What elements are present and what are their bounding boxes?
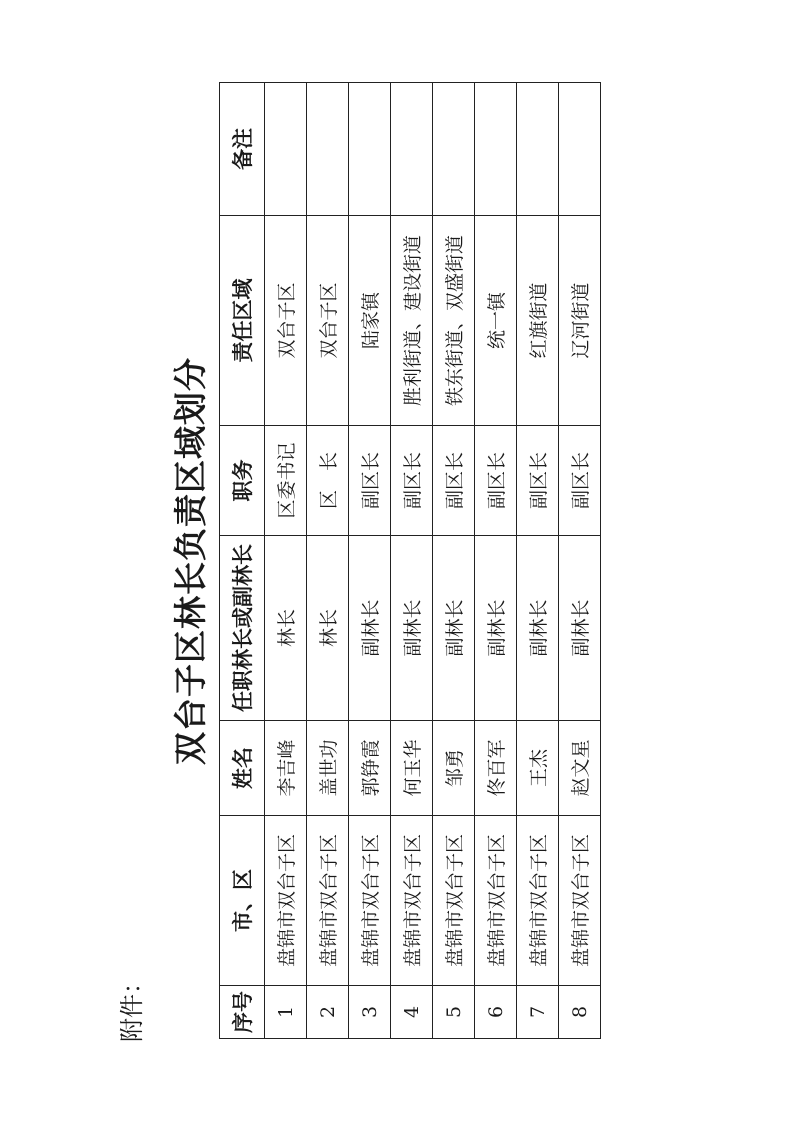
table-header-row [220, 83, 265, 1039]
cell-area: 统一镇 [475, 216, 517, 426]
header-city-district: 市、区 [220, 816, 265, 986]
cell-city-district: 盘锦市双台子区 [265, 816, 307, 986]
cell-remarks [433, 83, 475, 216]
table-row [433, 83, 475, 1039]
cell-chief-role: 副林长 [517, 536, 559, 721]
table-row [391, 83, 433, 1039]
table-row [307, 83, 349, 1039]
cell-position: 副区长 [433, 426, 475, 536]
cell-remarks [307, 83, 349, 216]
table-row [265, 83, 307, 1039]
cell-name: 何玉华 [391, 721, 433, 816]
cell-name: 王杰 [517, 721, 559, 816]
table-row [517, 83, 559, 1039]
cell-chief-role: 副林长 [391, 536, 433, 721]
header-area: 责任区域 [220, 216, 265, 426]
cell-chief-role: 副林长 [349, 536, 391, 721]
cell-area: 铁东街道、双盛街道 [433, 216, 475, 426]
cell-area: 双台子区 [307, 216, 349, 426]
cell-name: 赵文星 [559, 721, 601, 816]
cell-remarks [349, 83, 391, 216]
cell-index: 2 [307, 986, 349, 1039]
cell-index: 4 [391, 986, 433, 1039]
header-index: 序号 [220, 986, 265, 1039]
cell-position: 副区长 [391, 426, 433, 536]
cell-city-district: 盘锦市双台子区 [517, 816, 559, 986]
cell-area: 陆家镇 [349, 216, 391, 426]
cell-remarks [475, 83, 517, 216]
cell-index: 6 [475, 986, 517, 1039]
cell-index: 5 [433, 986, 475, 1039]
header-position: 职务 [220, 426, 265, 536]
document-title: 双台子区林长负责区域划分 [171, 357, 210, 765]
table-row [349, 83, 391, 1039]
cell-remarks [265, 83, 307, 216]
table-row [559, 83, 601, 1039]
cell-chief-role: 副林长 [475, 536, 517, 721]
cell-city-district: 盘锦市双台子区 [475, 816, 517, 986]
cell-area: 双台子区 [265, 216, 307, 426]
header-name: 姓名 [220, 721, 265, 816]
cell-position: 区委书记 [265, 426, 307, 536]
cell-chief-role: 林长 [265, 536, 307, 721]
cell-chief-role: 林长 [307, 536, 349, 721]
cell-position: 副区长 [559, 426, 601, 536]
cell-remarks [517, 83, 559, 216]
header-remarks: 备注 [220, 83, 265, 216]
cell-city-district: 盘锦市双台子区 [307, 816, 349, 986]
cell-name: 李吉峰 [265, 721, 307, 816]
cell-area: 胜利街道、建设街道 [391, 216, 433, 426]
cell-index: 3 [349, 986, 391, 1039]
cell-position: 副区长 [349, 426, 391, 536]
cell-area: 红旗街道 [517, 216, 559, 426]
cell-chief-role: 副林长 [559, 536, 601, 721]
cell-position: 副区长 [475, 426, 517, 536]
cell-index: 7 [517, 986, 559, 1039]
cell-index: 1 [265, 986, 307, 1039]
cell-chief-role: 副林长 [433, 536, 475, 721]
cell-city-district: 盘锦市双台子区 [349, 816, 391, 986]
cell-remarks [391, 83, 433, 216]
table-row [475, 83, 517, 1039]
cell-name: 邹勇 [433, 721, 475, 816]
header-chief-role: 任职林长或副林长 [220, 536, 265, 721]
cell-area: 辽河街道 [559, 216, 601, 426]
cell-city-district: 盘锦市双台子区 [433, 816, 475, 986]
cell-city-district: 盘锦市双台子区 [559, 816, 601, 986]
attachment-label: 附件： [118, 970, 146, 1042]
cell-city-district: 盘锦市双台子区 [391, 816, 433, 986]
cell-name: 郭铮霞 [349, 721, 391, 816]
cell-index: 8 [559, 986, 601, 1039]
cell-remarks [559, 83, 601, 216]
cell-position: 区 长 [307, 426, 349, 536]
cell-name: 盖世功 [307, 721, 349, 816]
responsibility-table [219, 82, 601, 1039]
cell-name: 佟百军 [475, 721, 517, 816]
cell-position: 副区长 [517, 426, 559, 536]
